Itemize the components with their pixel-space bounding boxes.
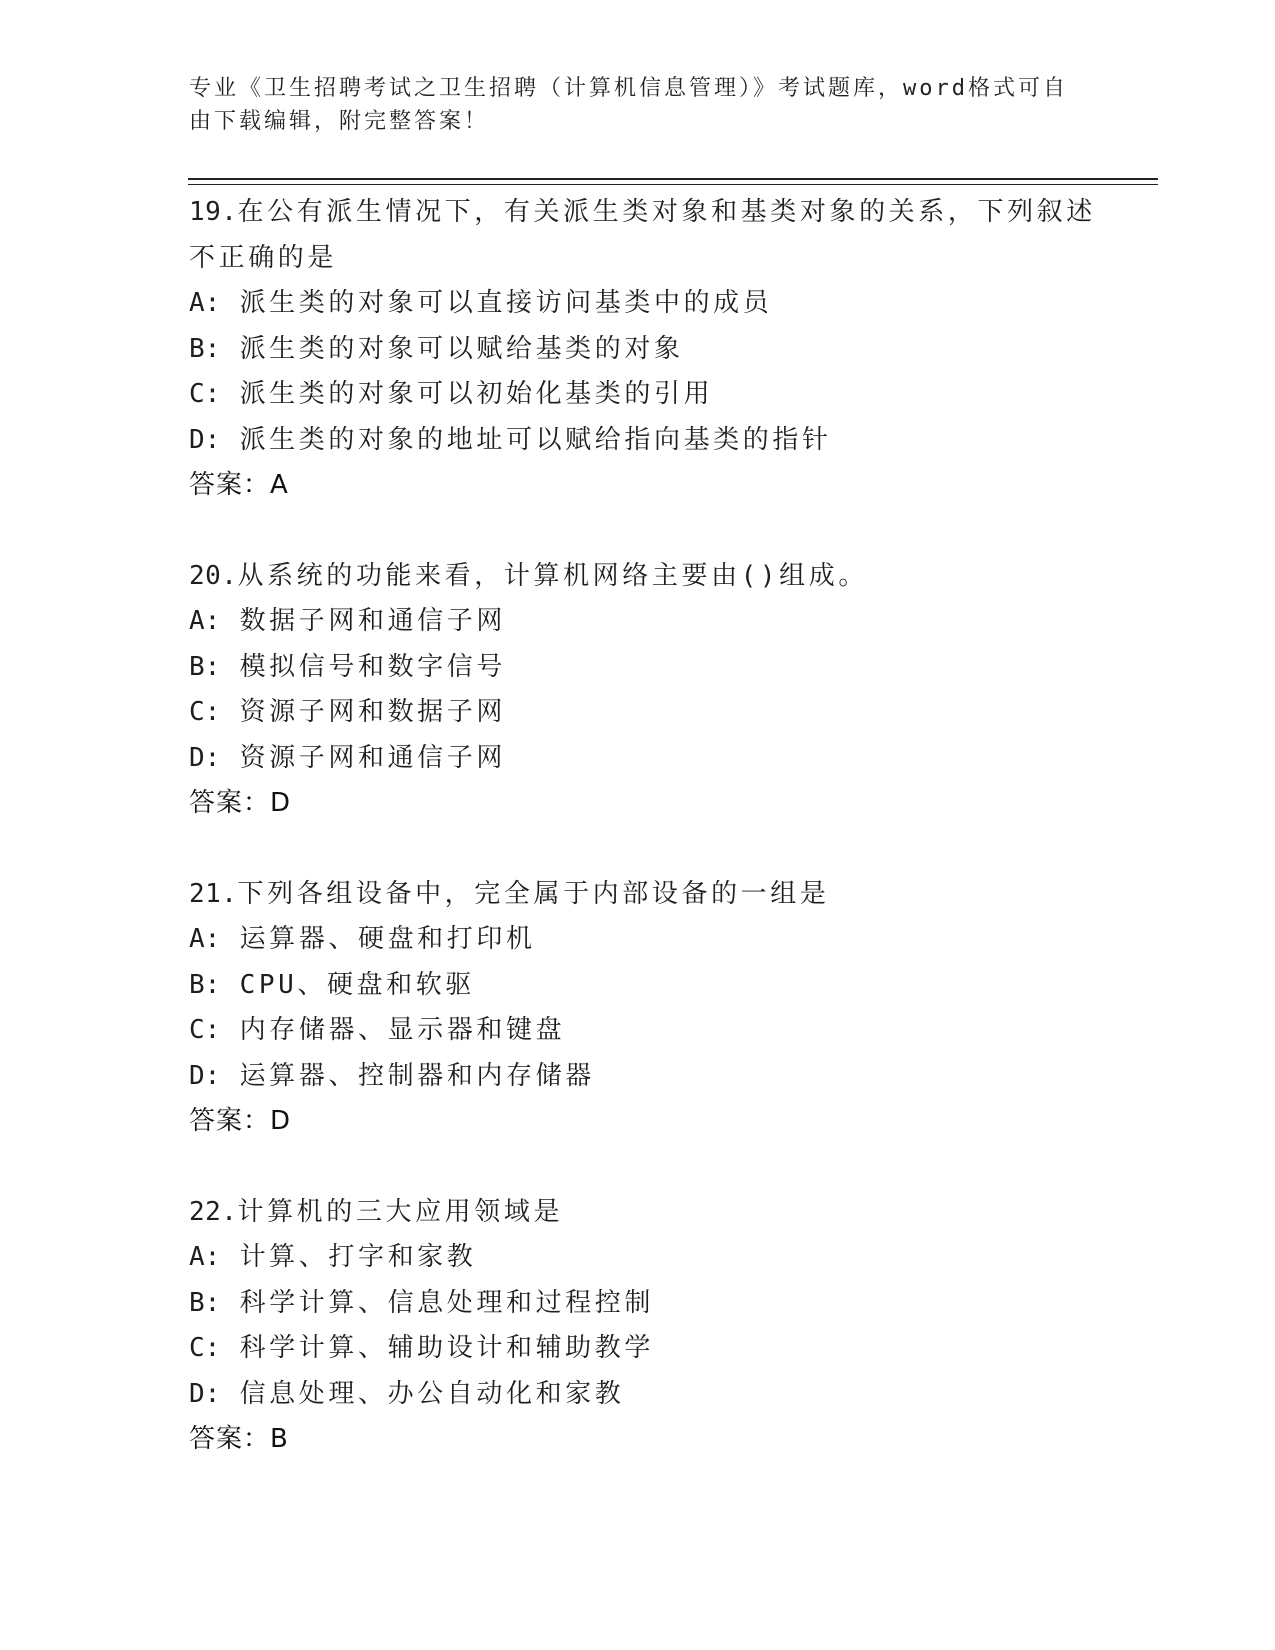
header-divider-thick: [188, 178, 1158, 180]
option-text: 派生类的对象的地址可以赋给指向基类的指针: [239, 424, 832, 455]
question-text: 从系统的功能来看，计算机网络主要由()组成。: [237, 560, 868, 591]
question-list: [189, 190, 1129, 1508]
option-c: [189, 690, 1129, 736]
option-c: [189, 372, 1129, 418]
question-text-continued: 不正确的是: [189, 242, 338, 273]
question-number: 19.: [189, 197, 238, 227]
question-text: 计算机的三大应用领域是: [237, 1196, 564, 1227]
question-stem: [189, 1190, 1129, 1236]
option-text: 科学计算、辅助设计和辅助教学: [239, 1333, 654, 1363]
option-key: C:: [189, 1333, 221, 1363]
question-text: 下列各组设备中，完全属于内部设备的一组是: [237, 878, 830, 909]
option-text: 运算器、硬盘和打印机: [239, 924, 536, 954]
option-key: B:: [189, 333, 221, 364]
question-stem: [189, 872, 1129, 918]
answer-line: [189, 781, 1129, 827]
option-c: [189, 1008, 1129, 1054]
answer-label: 答案：: [189, 1106, 271, 1136]
header-line-1: 专业《卫生招聘考试之卫生招聘（计算机信息管理）》考试题库，word格式可自: [189, 76, 1068, 101]
option-key: A:: [189, 288, 221, 318]
option-text: 内存储器、显示器和键盘: [239, 1015, 566, 1045]
option-text: 资源子网和通信子网: [239, 742, 506, 773]
option-b: [189, 1281, 1129, 1327]
option-key: D:: [189, 742, 221, 773]
option-key: A:: [189, 924, 221, 954]
question-20: [189, 554, 1129, 827]
header-line-2: 由下载编辑，附完整答案！: [189, 109, 490, 134]
option-key: B:: [189, 969, 221, 1000]
question-19: [189, 190, 1129, 509]
option-text: 资源子网和数据子网: [239, 697, 506, 727]
question-22: [189, 1190, 1129, 1463]
answer-label: 答案：: [189, 1424, 271, 1454]
answer-value: A: [270, 470, 289, 500]
question-21: [189, 872, 1129, 1145]
question-number: 20.: [189, 560, 238, 591]
option-key: A:: [189, 1242, 221, 1272]
option-text: 派生类的对象可以直接访问基类中的成员: [239, 288, 773, 318]
answer-value: B: [270, 1424, 289, 1454]
option-key: C:: [189, 697, 221, 727]
answer-line: [189, 1099, 1129, 1145]
option-b: [189, 963, 1129, 1009]
answer-line: [189, 463, 1129, 509]
question-number: 22.: [189, 1196, 238, 1227]
question-number: 21.: [189, 878, 238, 909]
option-key: B:: [189, 651, 221, 682]
option-a: [189, 281, 1129, 327]
answer-label: 答案：: [189, 470, 271, 500]
option-key: D:: [189, 1060, 221, 1091]
answer-value: D: [270, 1106, 292, 1136]
option-d: [189, 418, 1129, 464]
option-text: 科学计算、信息处理和过程控制: [239, 1287, 654, 1318]
option-d: [189, 1054, 1129, 1100]
option-a: [189, 917, 1129, 963]
answer-line: [189, 1417, 1129, 1463]
answer-value: D: [270, 788, 292, 818]
option-text: 计算、打字和家教: [239, 1242, 477, 1272]
option-key: C:: [189, 379, 221, 409]
option-key: C:: [189, 1015, 221, 1045]
option-key: D:: [189, 1378, 221, 1409]
question-stem: [189, 190, 1129, 236]
option-b: [189, 327, 1129, 373]
option-text: 信息处理、办公自动化和家教: [239, 1378, 625, 1409]
option-text: 模拟信号和数字信号: [239, 651, 506, 682]
option-a: [189, 1235, 1129, 1281]
option-d: [189, 1372, 1129, 1418]
option-text: CPU、硬盘和软驱: [239, 969, 475, 1000]
option-key: B:: [189, 1287, 221, 1318]
option-key: A:: [189, 606, 221, 636]
question-text: 在公有派生情况下，有关派生类对象和基类对象的关系，下列叙述: [237, 197, 1096, 227]
answer-label: 答案：: [189, 788, 271, 818]
option-key: D:: [189, 424, 221, 455]
option-d: [189, 736, 1129, 782]
question-stem: [189, 554, 1129, 600]
option-text: 派生类的对象可以赋给基类的对象: [239, 333, 684, 364]
option-text: 运算器、控制器和内存储器: [239, 1060, 595, 1091]
option-c: [189, 1326, 1129, 1372]
option-text: 数据子网和通信子网: [239, 606, 506, 636]
option-text: 派生类的对象可以初始化基类的引用: [239, 379, 714, 409]
option-b: [189, 645, 1129, 691]
document-header: [189, 72, 1089, 138]
option-a: [189, 599, 1129, 645]
header-divider-thin: [188, 184, 1158, 185]
